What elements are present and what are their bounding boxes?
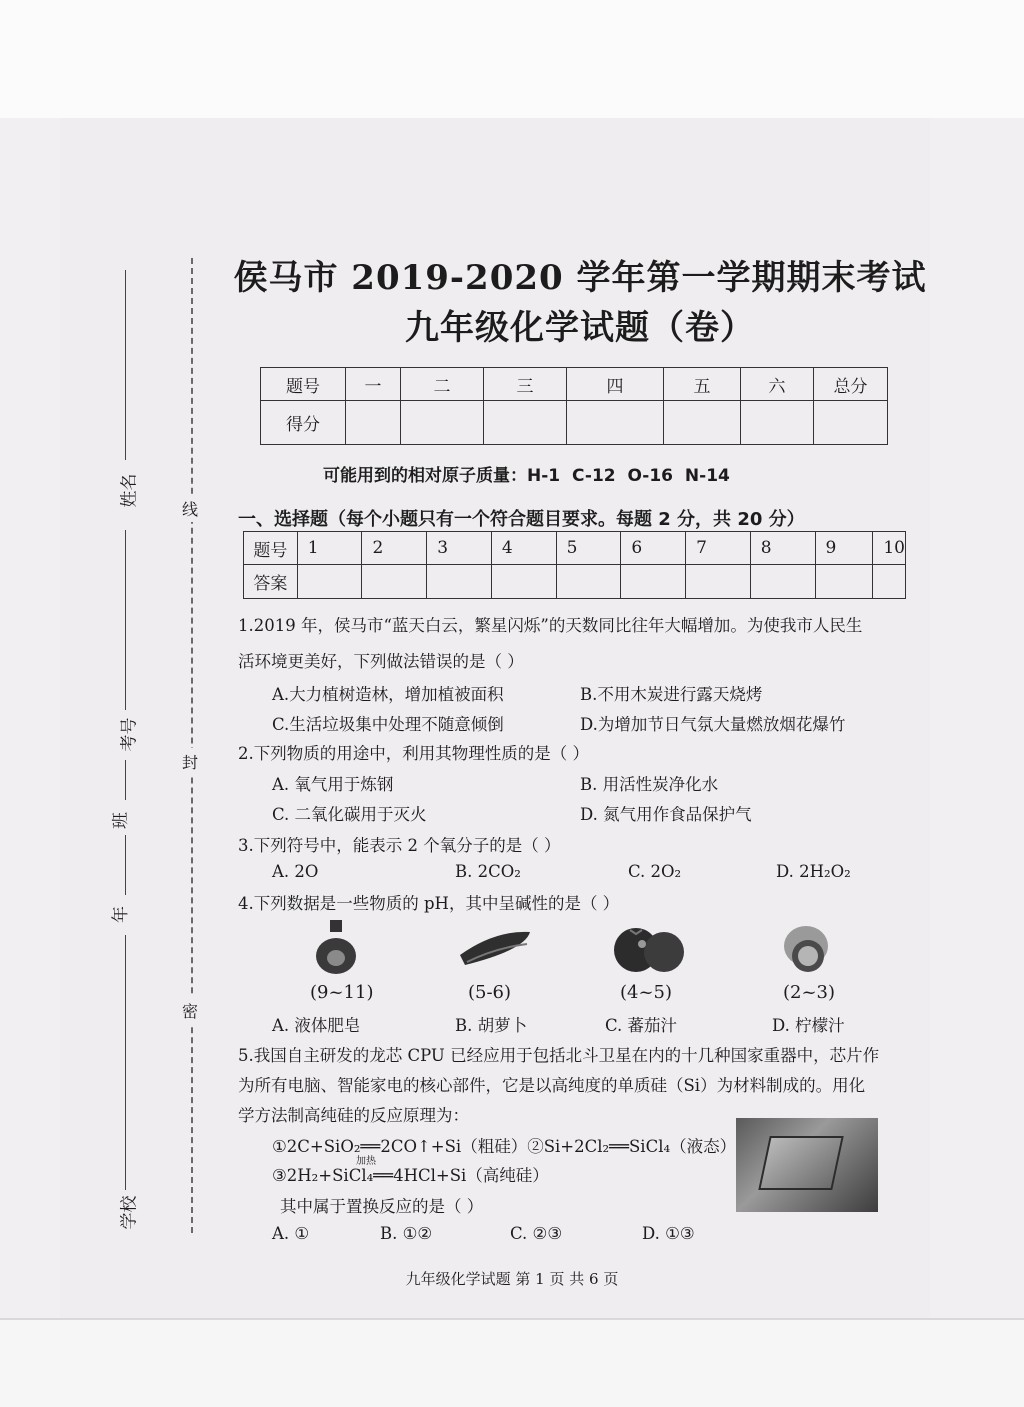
question-1-option-b: B.不用木炭进行露天烧烤 — [580, 685, 763, 704]
answer-cell[interactable] — [873, 565, 906, 599]
lemon-image — [778, 918, 838, 976]
question-5-option-d: D. ①③ — [642, 1224, 695, 1243]
score-row-label: 得分 — [261, 401, 346, 445]
answer-number: 8 — [750, 532, 815, 565]
question-5-equations-1-2: ①2C+SiO₂══2CO↑+Si（粗硅）②Si+2Cl₂══SiCl₄（液态） — [272, 1137, 737, 1156]
question-3-option-c: C. 2O₂ — [628, 862, 682, 881]
question-3-option-d: D. 2H₂O₂ — [776, 862, 851, 881]
score-header-cell: 六 — [741, 368, 814, 401]
answer-cell[interactable] — [686, 565, 751, 599]
answer-cell[interactable] — [427, 565, 492, 599]
score-cell[interactable] — [664, 401, 741, 445]
question-1-stem-cont: 活环境更美好，下列做法错误的是（ ） — [238, 652, 524, 671]
answer-cell[interactable] — [297, 565, 362, 599]
question-5-option-c: C. ②③ — [510, 1224, 563, 1243]
heating-condition: 加热 — [356, 1156, 376, 1167]
question-4-option-a: A. 液体肥皂 — [272, 1016, 361, 1035]
school-label: 学校 — [119, 1195, 140, 1230]
question-4-option-c: C. 蕃茄汁 — [605, 1016, 678, 1035]
answer-number: 9 — [815, 532, 873, 565]
class-blank[interactable] — [125, 760, 126, 800]
question-1-option-d: D.为增加节日气氛大量燃放烟花爆竹 — [580, 715, 846, 734]
answer-cell[interactable] — [491, 565, 556, 599]
grade-blank[interactable] — [125, 835, 126, 895]
tomato-image — [608, 920, 688, 975]
carrot-image — [455, 920, 535, 970]
question-2-option-b: B. 用活性炭净化水 — [580, 775, 719, 794]
exam-title: 侯马市 2019-2020 学年第一学期期末考试 — [233, 258, 927, 298]
question-2-option-a: A. 氧气用于炼钢 — [272, 775, 394, 794]
question-5-option-b: B. ①② — [380, 1224, 433, 1243]
exam-no-label: 考号 — [119, 717, 140, 752]
question-2-stem: 2.下列物质的用途中，利用其物理性质的是（ ） — [238, 744, 589, 763]
answer-number: 1 — [297, 532, 362, 565]
question-5-option-a: A. ① — [272, 1224, 310, 1243]
answer-number: 6 — [621, 532, 686, 565]
question-5-prompt: 其中属于置换反应的是（ ） — [280, 1197, 484, 1216]
answer-cell[interactable] — [815, 565, 873, 599]
section-1-title: 一、选择题（每个小题只有一个符合题目要求。每题 2 分，共 20 分） — [238, 509, 805, 530]
binding-dashed-line — [191, 258, 193, 1233]
name-blank[interactable] — [125, 270, 126, 460]
atomic-masses: 可能用到的相对原子质量：H-1 C-12 O-16 N-14 — [323, 466, 730, 486]
exam-subtitle: 九年级化学试题（卷） — [405, 308, 755, 348]
name-label: 姓名 — [119, 473, 140, 508]
ph-lemon: (2~3) — [783, 982, 836, 1003]
answer-cell[interactable] — [750, 565, 815, 599]
question-3-option-a: A. 2O — [272, 862, 319, 881]
question-4-option-d: D. 柠檬汁 — [772, 1016, 845, 1035]
question-4-stem: 4.下列数据是一些物质的 pH，其中呈碱性的是（ ） — [238, 894, 620, 913]
answer-cell[interactable] — [621, 565, 686, 599]
school-blank[interactable] — [125, 935, 126, 1190]
answer-cell[interactable] — [362, 565, 427, 599]
question-2-option-c: C. 二氧化碳用于灭火 — [272, 805, 427, 824]
question-1-option-a: A.大力植树造林，增加植被面积 — [272, 685, 504, 704]
answer-number: 10 — [873, 532, 906, 565]
scan-border-top — [0, 0, 1024, 118]
answer-number: 7 — [686, 532, 751, 565]
answer-row-label: 答案 — [244, 565, 298, 599]
score-header-cell: 四 — [567, 368, 664, 401]
page-footer: 九年级化学试题 第 1 页 共 6 页 — [405, 1270, 619, 1288]
ph-tomato: (4~5) — [620, 982, 673, 1003]
grade-label: 年 — [111, 906, 131, 923]
seal-char-seal: 封 — [182, 748, 198, 775]
answer-number: 5 — [556, 532, 621, 565]
question-1-option-c: C.生活垃圾集中处理不随意倾倒 — [272, 715, 504, 734]
class-label: 班 — [111, 812, 131, 829]
score-header-cell: 五 — [664, 368, 741, 401]
score-cell[interactable] — [741, 401, 814, 445]
question-2-option-d: D. 氮气用作食品保护气 — [580, 805, 752, 824]
answer-header-label: 题号 — [244, 532, 298, 565]
score-header-cell: 二 — [401, 368, 484, 401]
answer-cell[interactable] — [556, 565, 621, 599]
answer-number: 3 — [427, 532, 492, 565]
score-table — [260, 367, 888, 445]
scan-border-bottom — [0, 1318, 1024, 1407]
ph-soap: (9~11) — [310, 982, 374, 1003]
question-4-option-b: B. 胡萝卜 — [455, 1016, 528, 1035]
score-header-cell: 总分 — [814, 368, 888, 401]
score-cell[interactable] — [401, 401, 484, 445]
soap-bottle-image — [310, 918, 362, 976]
question-3-stem: 3.下列符号中，能表示 2 个氧分子的是（ ） — [238, 836, 561, 855]
score-cell[interactable] — [484, 401, 567, 445]
answer-number: 2 — [362, 532, 427, 565]
seal-char-secret: 密 — [182, 997, 198, 1024]
score-cell[interactable] — [346, 401, 401, 445]
seal-char-line: 线 — [182, 495, 198, 522]
ph-carrot: (5-6) — [468, 982, 512, 1003]
score-header-cell: 三 — [484, 368, 567, 401]
question-5-equation-3: ③2H₂+SiCl₄══4HCl+Si（高纯硅） — [272, 1166, 549, 1185]
score-cell[interactable] — [814, 401, 888, 445]
score-cell[interactable] — [567, 401, 664, 445]
question-5-stem: 5.我国自主研发的龙芯 CPU 已经应用于包括北斗卫星在内的十几种国家重器中，芯片作 — [238, 1046, 880, 1065]
score-header-cell: 一 — [346, 368, 401, 401]
exam-no-blank[interactable] — [125, 530, 126, 710]
answer-number: 4 — [491, 532, 556, 565]
score-header-cell: 题号 — [261, 368, 346, 401]
question-5-stem-cont: 为所有电脑、智能家电的核心部件，它是以高纯度的单质硅（Si）为材料制成的。用化 — [238, 1076, 866, 1095]
cpu-chip-image — [736, 1118, 878, 1212]
question-5-stem-cont2: 学方法制高纯硅的反应原理为： — [238, 1106, 469, 1125]
answer-table — [243, 531, 906, 599]
question-3-option-b: B. 2CO₂ — [455, 862, 521, 881]
question-1-stem: 1.2019 年，侯马市“蓝天白云，繁星闪烁”的天数同比往年大幅增加。为使我市人民生 — [238, 616, 863, 635]
